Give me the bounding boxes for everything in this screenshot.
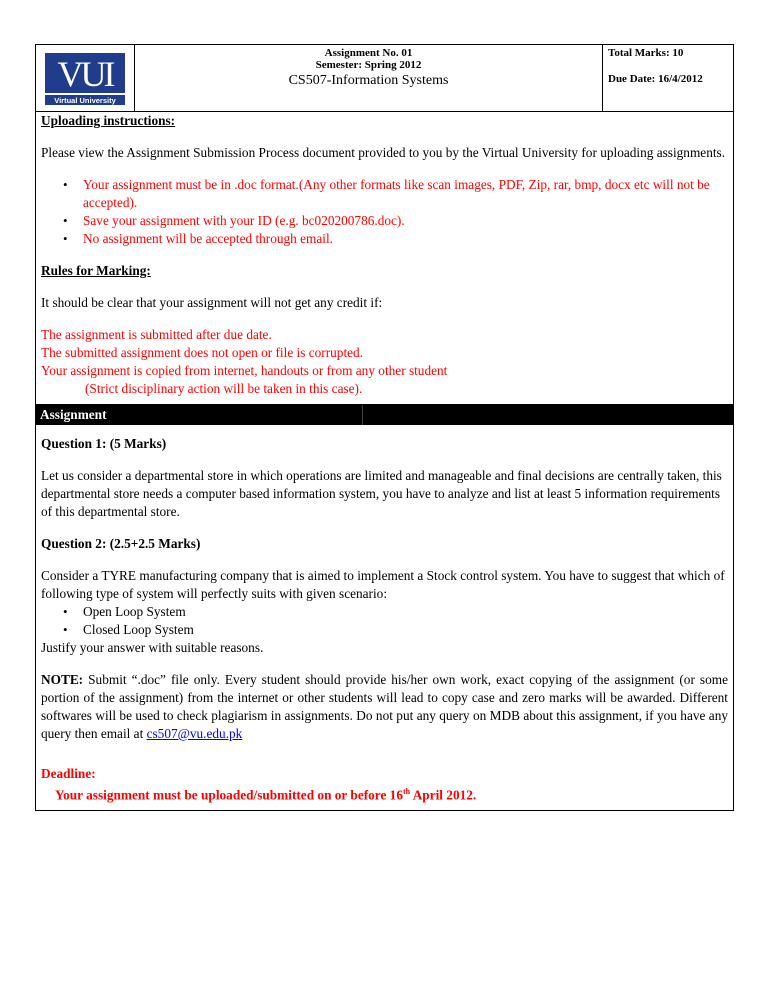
- course-title: CS507-Information Systems: [288, 73, 449, 88]
- rule-line: The submitted assignment does not open or file is corrupted.: [41, 345, 364, 360]
- upload-intro: Please view the Assignment Submission Process document provided to you by the Virtual University for uploading assignments.: [41, 145, 726, 160]
- list-item: • No assignment will be accepted through email.: [41, 230, 728, 248]
- list-item: • Save your assignment with your ID (e.g. bc020200786.doc).: [41, 212, 728, 230]
- rules-intro: It should be clear that your assignment will not get any credit if:: [41, 295, 383, 310]
- assignment-number: Assignment No. 01: [324, 47, 413, 59]
- header-table: [35, 44, 734, 112]
- email-link[interactable]: cs507@vu.edu.pk: [146, 726, 243, 741]
- rule-note: (Strict disciplinary action will be taken in this case).: [85, 381, 363, 396]
- question-2-options: [41, 603, 728, 639]
- total-marks: Total Marks: 10: [608, 47, 684, 59]
- semester: Semester: Spring 2012: [315, 59, 422, 71]
- note-label: NOTE:: [41, 672, 84, 687]
- deadline-text: Your assignment must be uploaded/submitted on or before 16th April 2012.: [55, 787, 477, 803]
- upload-heading: Uploading instructions:: [41, 113, 176, 128]
- marks-cell: [603, 45, 733, 111]
- question-2-text: Consider a TYRE manufacturing company that is aimed to implement a Stock control system. You have to suggest that which of following type of system will perfectly suits with given scenario:: [41, 568, 725, 601]
- vu-logo: [43, 49, 127, 107]
- question-2-justify: Justify your answer with suitable reasons.: [41, 640, 264, 655]
- question-1-text: Let us consider a departmental store in which operations are limited and manageable and final decisions are centrally taken, this departmental store needs a computer based information system, you have to analyze and list at least 5 information requirements of this departmental store.: [41, 468, 722, 519]
- rule-line: The assignment is submitted after due date.: [41, 327, 272, 342]
- upload-bullet-list: [41, 176, 728, 248]
- note-text: Submit “.doc” file only. Every student should provide his/her own work, exact copying of the assignment (or some portion of the assignment) from the internet or other students will lead to copy case and zero marks will be awarded. Different softwares will be used to check plagiarism in assignments. Do not put any query on MDB about this assignment, if you have any query then email at: [41, 672, 728, 741]
- assignment-page: [35, 44, 734, 811]
- question-2-heading: Question 2: (2.5+2.5 Marks): [41, 536, 201, 551]
- questions-section: [35, 425, 734, 811]
- instructions-section: [35, 112, 734, 405]
- question-1-heading: Question 1: (5 Marks): [41, 436, 167, 451]
- title-cell: [135, 45, 603, 111]
- list-item: • Closed Loop System: [41, 621, 728, 639]
- logo-caption: Virtual University: [54, 96, 116, 105]
- list-item: • Open Loop System: [41, 603, 728, 621]
- deadline-label: Deadline:: [41, 766, 96, 781]
- logo-cell: [36, 45, 135, 111]
- svg-text:VUI: VUI: [57, 54, 113, 94]
- due-date: Due Date: 16/4/2012: [608, 73, 703, 85]
- list-item: • Your assignment must be in .doc format.(Any other formats like scan images, PDF, Zip, rar, bmp, docx etc will not be accepted).: [41, 176, 728, 212]
- assignment-bar-label: Assignment: [35, 405, 363, 425]
- assignment-bar: [35, 405, 734, 425]
- rule-line: Your assignment is copied from internet, handouts or from any other student: [41, 363, 448, 378]
- note-paragraph: [41, 671, 728, 743]
- rules-heading: Rules for Marking:: [41, 263, 151, 278]
